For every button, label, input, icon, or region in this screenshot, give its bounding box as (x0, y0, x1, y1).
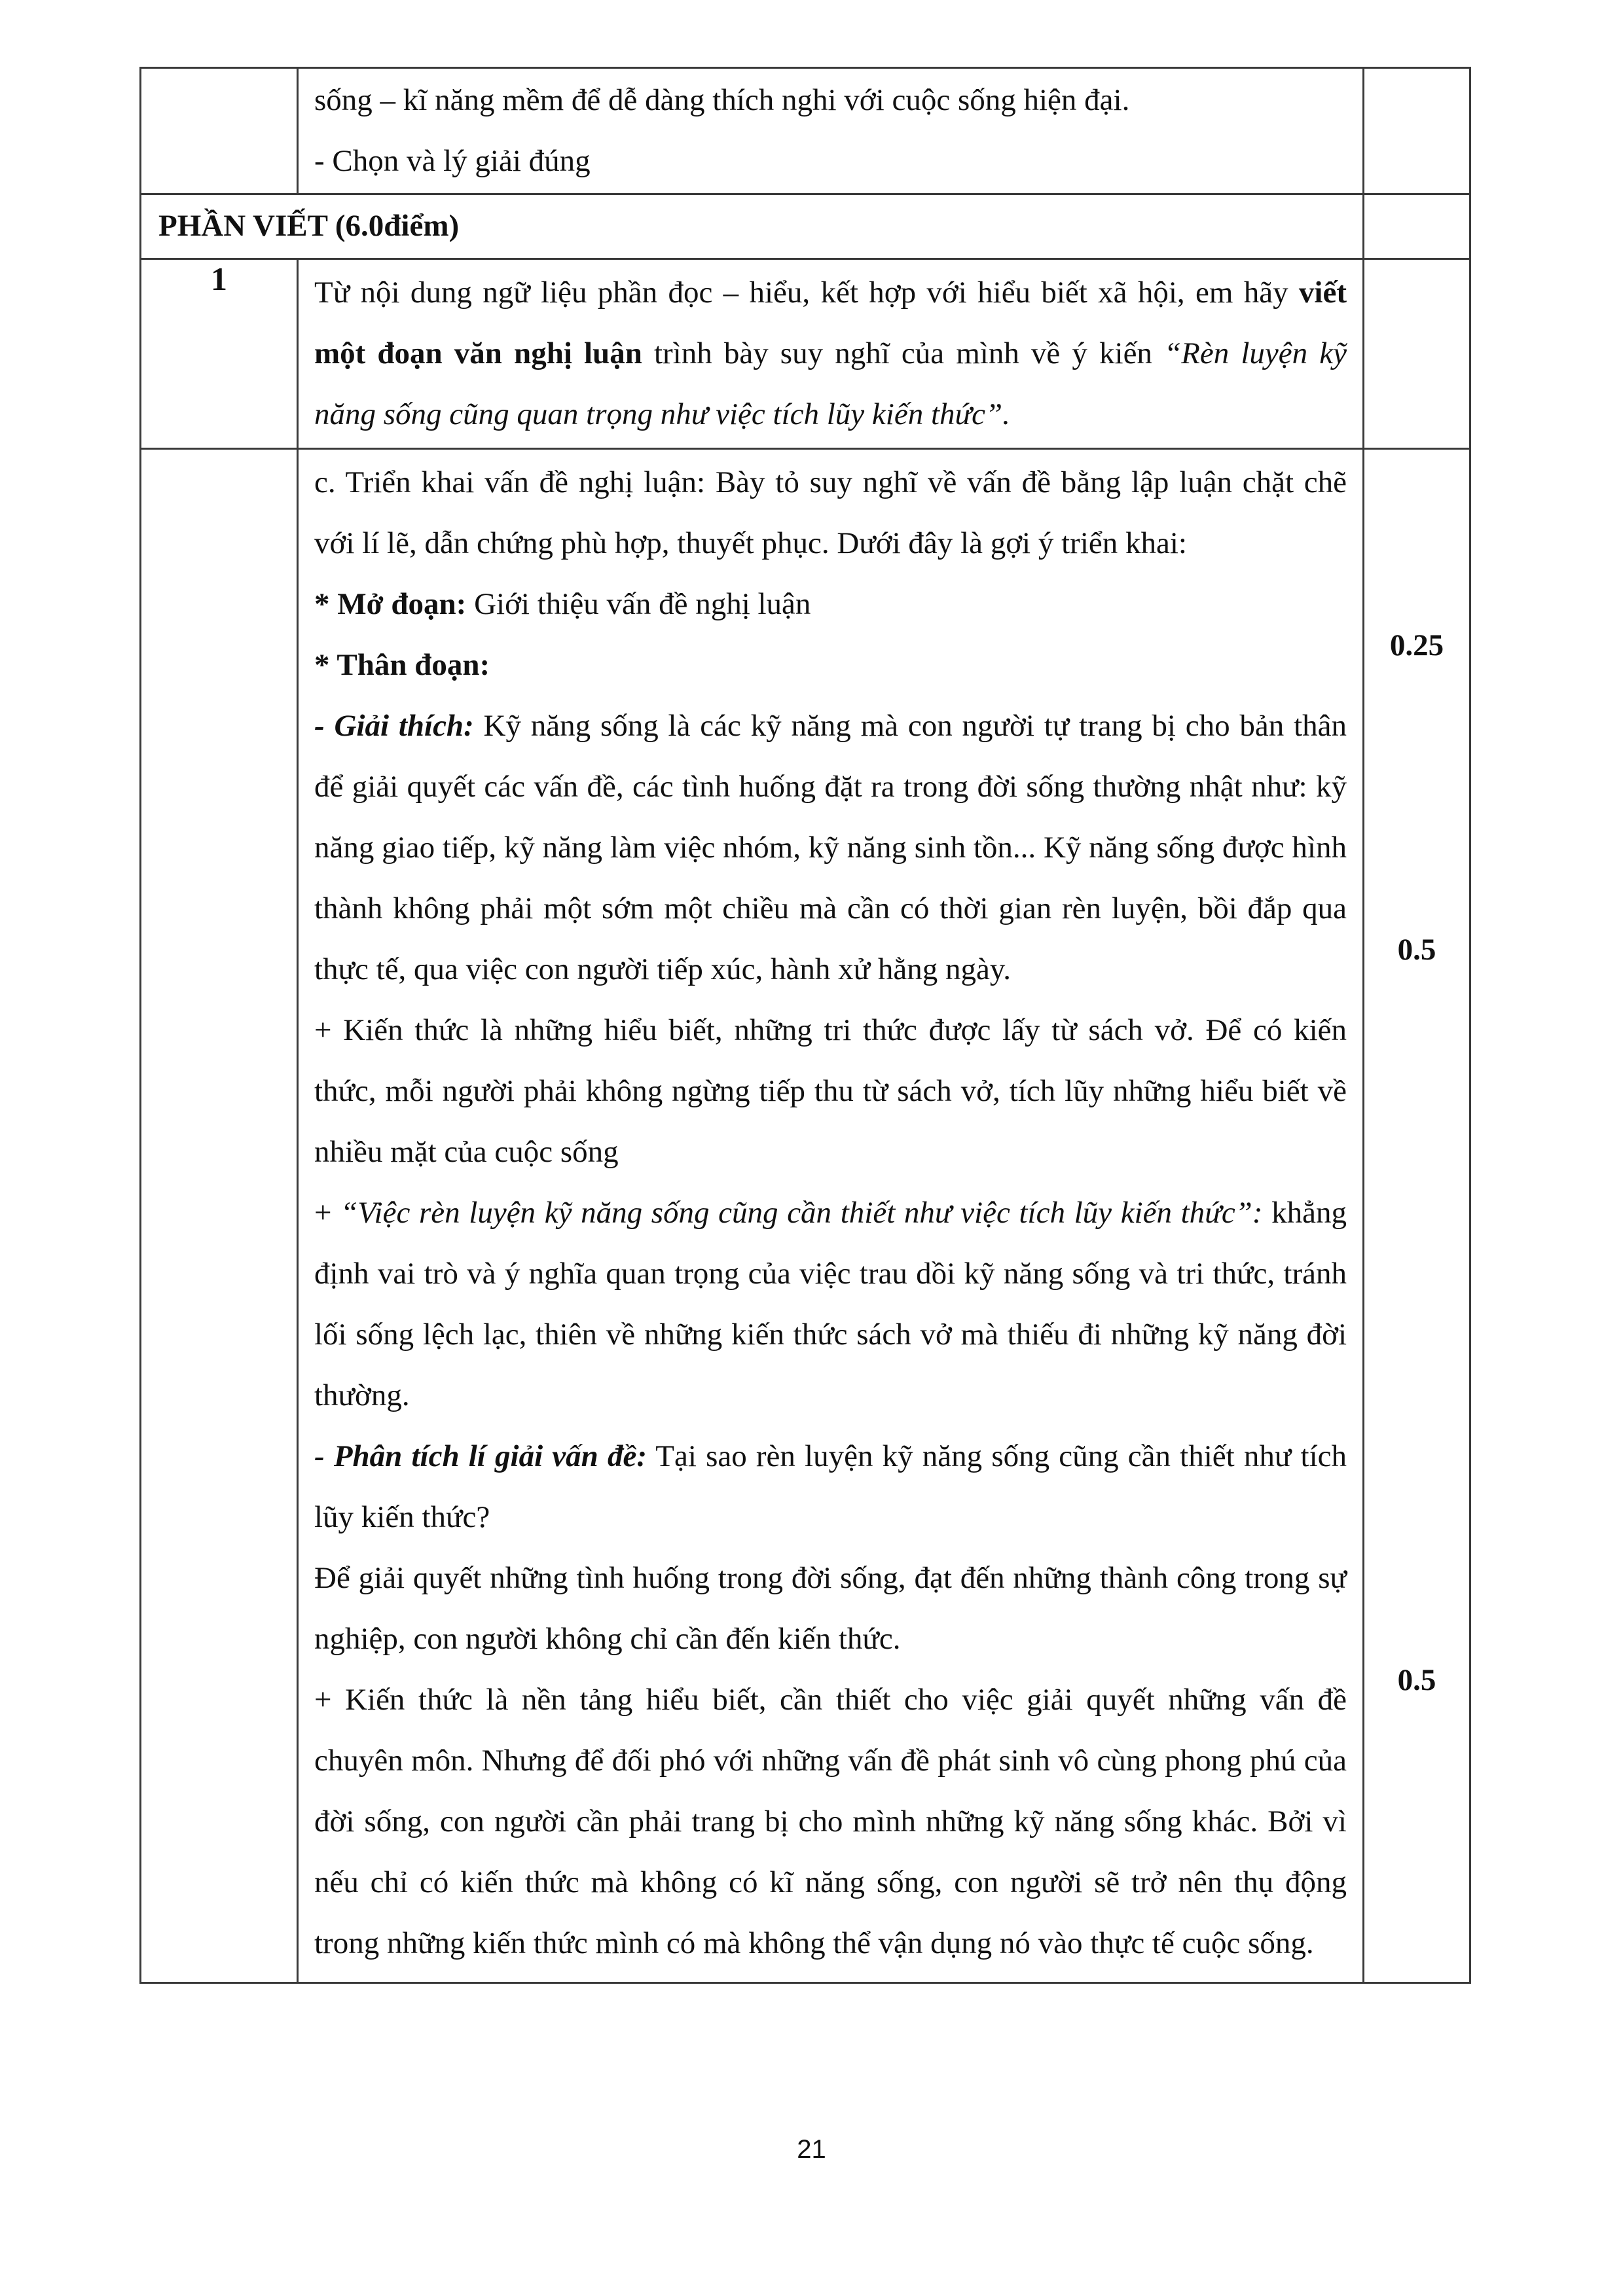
answer-key-table (139, 67, 1471, 1984)
score-cell (1364, 194, 1470, 259)
task-emphasis: viết một đoạn văn nghị luận (314, 276, 1347, 370)
mo-doan: * Mở đoạn: Giới thiệu vấn đề nghị luận (314, 587, 811, 621)
continuation-line: sống – kĩ năng mềm để dễ dàng thích nghi với cuộc sống hiện đại. (314, 83, 1130, 117)
question-row (141, 259, 1470, 449)
content-cell (298, 68, 1364, 194)
score-cell (1364, 68, 1470, 194)
giai-thich: - Giải thích: Kỹ năng sống là các kỹ năng mà con người tự trang bị cho bản thân để giải quyết các vấn đề, các tình huống đặt ra trong đời sống thường nhật như: kỹ năng giao tiếp, kỹ năng làm việc nhóm, kỹ năng sinh tồn... Kỹ năng sống được hình thành không phải một sớm một chiều mà cần có thời gian rèn luyện, bồi đắp qua thực tế, qua việc con người tiếp xúc, hành xử hằng ngày. (314, 709, 1347, 986)
choice-line: - Chọn và lý giải đúng (314, 144, 591, 178)
score-cell (1364, 259, 1470, 449)
section-row (141, 194, 1470, 259)
quoted-opinion: “Rèn luyện kỹ năng sống cũng quan trọng như việc tích lũy kiến thức”. (314, 336, 1347, 431)
page-number: 21 (797, 2135, 826, 2164)
question-cell (298, 259, 1364, 449)
score-mo-doan: 0.25 (1389, 628, 1444, 662)
question-number: 1 (141, 259, 298, 449)
question-text: Từ nội dung ngữ liệu phần đọc – hiểu, kết hợp với hiểu biết xã hội, em hãy viết một đoạn văn nghị luận trình bày suy nghĩ của mình về ý kiến “Rèn luyện kỹ năng sống cũng quan trọng như việc tích lũy kiến thức”. (314, 276, 1347, 431)
nen-tang: + Kiến thức là nền tảng hiểu biết, cần thiết cho việc giải quyết những vấn đề chuyên môn. Nhưng để đối phó với những vấn đề phát sinh vô cùng phong phú của đời sống, con người cần phải trang bị cho mình những kỹ năng sống khác. Bởi vì nếu chỉ có kiến thức mà không có kĩ năng sống, con người sẽ trở nên thụ động trong những kiến thức mình có mà không thể vận dụng nó vào thực tế cuộc sống. (314, 1683, 1347, 1960)
answer-row (141, 449, 1470, 1983)
score-column (1364, 449, 1470, 1983)
de-giai-quyet: Để giải quyết những tình huống trong đời sống, đạt đến những thành công trong sự nghiệp, con người không chỉ cần đến kiến thức. (314, 1561, 1347, 1656)
score-giai-thich: 0.5 (1397, 933, 1436, 967)
answer-cell (298, 449, 1364, 1983)
number-cell (141, 449, 298, 1983)
kien-thuc: + Kiến thức là những hiểu biết, những tri thức được lấy từ sách vở. Để có kiến thức, mỗi người phải không ngừng tiếp thu từ sách vở, tích lũy những hiểu biết về nhiều mặt của cuộc sống (314, 1013, 1347, 1169)
continuation-row (141, 68, 1470, 194)
answer-intro: c. Triển khai vấn đề nghị luận: Bày tỏ suy nghĩ về vấn đề bằng lập luận chặt chẽ với lí lẽ, dẫn chứng phù hợp, thuyết phục. Dưới đây là gợi ý triển khai: (314, 465, 1347, 560)
than-doan-label: * Thân đoạn: (314, 648, 490, 682)
number-cell (141, 68, 298, 194)
section-title: PHẦN VIẾT (6.0điểm) (158, 209, 460, 243)
score-phan-tich: 0.5 (1397, 1663, 1436, 1697)
viec-ren-luyen: + “Việc rèn luyện kỹ năng sống cũng cần thiết như việc tích lũy kiến thức”: khẳng định vai trò và ý nghĩa quan trọng của việc trau dồi kỹ năng sống và tri thức, tránh lối sống lệch lạc, thiên về những kiến thức sách vở mà thiếu đi những kỹ năng đời thường. (314, 1196, 1347, 1412)
section-title-cell (141, 194, 1364, 259)
phan-tich: - Phân tích lí giải vấn đề: Tại sao rèn luyện kỹ năng sống cũng cần thiết như tích lũy kiến thức? (314, 1439, 1347, 1534)
